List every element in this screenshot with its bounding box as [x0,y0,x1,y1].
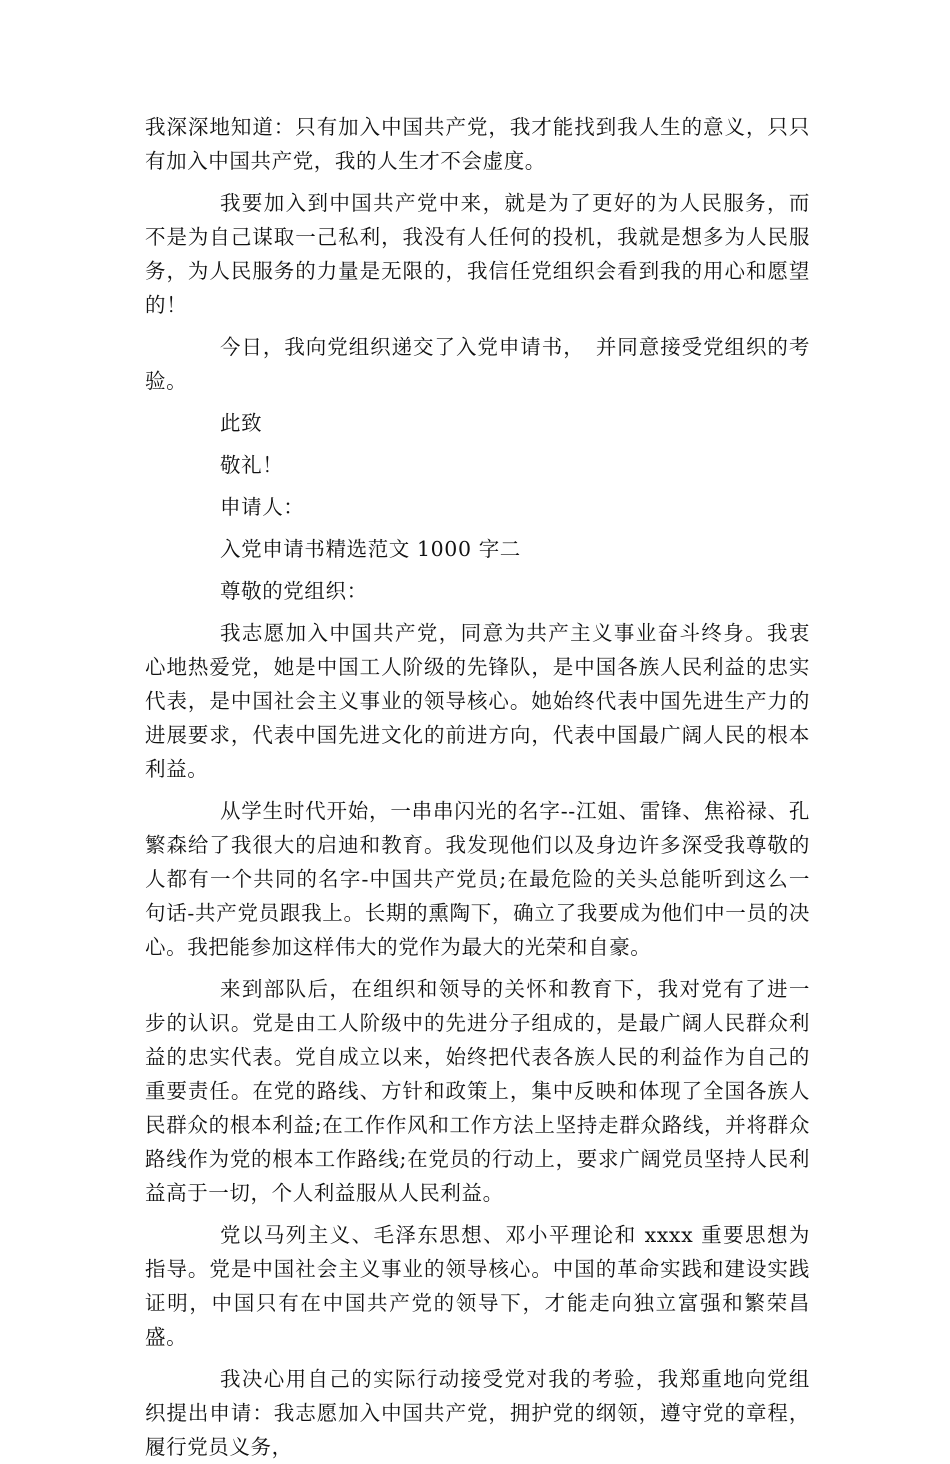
paragraph-10: 从学生时代开始，一串串闪光的名字--江姐、雷锋、焦裕禄、孔繁森给了我很大的启迪和教育。我发现他们以及身边许多深受我尊敬的人都有一个共同的名字-中国共产党员;在最危险的关头总能听到这么一句话-共产党员跟我上。长期的熏陶下，确立了我要成为他们中一员的决心。我把能参加这样伟大的党作为最大的光荣和自豪。 [145,799,810,959]
paragraph-9: 我志愿加入中国共产党，同意为共产主义事业奋斗终身。我衷心地热爱党，她是中国工人阶级的先锋队，是中国各族人民利益的忠实代表，是中国社会主义事业的领导核心。她始终代表中国先进生产力的进展要求，代表中国先进文化的前进方向，代表中国最广阔人民的根本利益。 [145,621,810,781]
greeting: 尊敬的党组织： [220,579,368,603]
applicant-label: 申请人： [220,495,305,519]
paragraph-13: 我决心用自己的实际行动接受党对我的考验，我郑重地向党组织提出申请：我志愿加入中国共产党，拥护党的纲领，遵守党的章程，履行党员义务， [145,1367,810,1459]
paragraph-1: 我深深地知道：只有加入中国共产党，我才能找到我人生的意义，只只有加入中国共产党，我的人生才不会虚度。 [145,115,810,173]
paragraph-11: 来到部队后，在组织和领导的关怀和教育下，我对党有了进一步的认识。党是由工人阶级中的先进分子组成的，是最广阔人民群众利益的忠实代表。党自成立以来，始终把代表各族人民的利益作为自己的重要责任。在党的路线、方针和政策上，集中反映和体现了全国各族人民群众的根本利益;在工作作风和工作方法上坚持走群众路线，并将群众路线作为党的根本工作路线;在党员的行动上，要求广阔党员坚持人民利益高于一切，个人利益服从人民利益。 [145,977,810,1205]
document-body [145,110,810,1464]
paragraph-3: 今日，我向党组织递交了入党申请书， 并同意接受党组织的考验。 [145,335,810,393]
paragraph-2: 我要加入到中国共产党中来，就是为了更好的为人民服务，而不是为自己谋取一己私利，我没有人任何的投机，我就是想多为人民服务，为人民服务的力量是无限的，我信任党组织会看到我的用心和愿望的！ [145,191,810,317]
closing-respect: 敬礼！ [220,453,284,477]
paragraph-12: 党以马列主义、毛泽东思想、邓小平理论和 xxxx 重要思想为指导。党是中国社会主义事业的领导核心。中国的革命实践和建设实践证明，中国只有在中国共产党的领导下，才能走向独立富强和繁荣昌盛。 [145,1223,810,1349]
section-title: 入党申请书精选范文 1000 字二 [220,537,521,561]
closing-salutation: 此致 [220,411,263,435]
